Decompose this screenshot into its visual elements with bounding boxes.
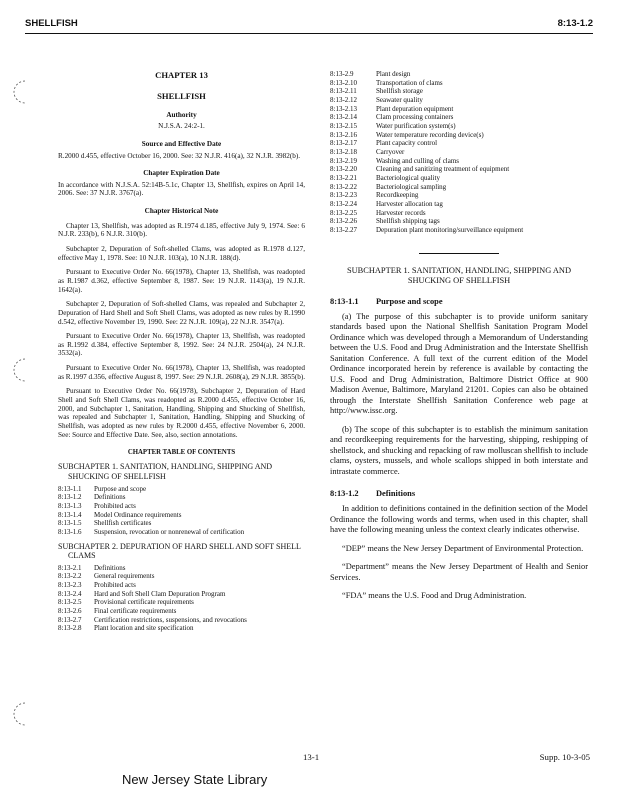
toc-section-number: 8:13-2.17 (330, 139, 358, 148)
toc-entry (58, 564, 305, 573)
toc-section-number: 8:13-2.13 (330, 104, 358, 113)
toc-section-title: Provisional certificate requirements (94, 598, 194, 607)
source-heading: Source and Effective Date (141, 139, 222, 148)
toc-section-number: 8:13-1.4 (58, 510, 82, 519)
toc-section-title: Water purification system(s) (376, 122, 456, 131)
header-rule (25, 33, 593, 34)
history-paragraph: Subchapter 2, Depuration of Soft-shelled Clams, was repealed and Subchapter 2, Depuration of Hard Shell and Soft Shell Clams, was adopted as new rules by R.1990 d.542, effective November 19, 1990. See: 22 N.J.R. 109(a), 22 N.J.R. 3547(a). (58, 300, 305, 326)
toc-list-continued (330, 70, 588, 235)
history-paragraph: Pursuant to Executive Order No. 66(1978), Chapter 13, Shellfish, was readopted as R.1997 d.356, effective August 8, 1997. See: 29 N.J.R. 2608(a), 29 N.J.R. 3855(b). (58, 364, 306, 381)
toc-section-number: 8:13-2.25 (330, 208, 358, 217)
definition-dep: “DEP” means the New Jersey Department of Environmental Protection. (342, 543, 584, 553)
toc-entry (330, 183, 588, 192)
toc-section-number: 8:13-2.10 (330, 78, 358, 87)
section-title: Purpose and scope (376, 296, 443, 306)
toc-entry (330, 191, 588, 200)
chapter-number: CHAPTER 13 (155, 70, 208, 80)
toc-section-number: 8:13-1.3 (58, 501, 82, 510)
toc-section-title: Transportation of clams (376, 78, 443, 87)
section-title: Definitions (376, 489, 416, 499)
toc-section-number: 8:13-2.8 (58, 624, 82, 633)
history-heading: Chapter Historical Note (144, 207, 219, 216)
toc-entry (330, 209, 588, 218)
toc-entry (58, 581, 305, 590)
toc-subchapter-1: SUBCHAPTER 1. SANITATION, HANDLING, SHIPPING AND SHUCKING OF SHELLFISH (58, 462, 273, 481)
toc-section-number: 8:13-2.18 (330, 148, 358, 157)
authority-heading: Authority (166, 110, 197, 119)
library-stamp: New Jersey State Library (122, 772, 268, 787)
toc-section-title: Plant capacity control (376, 139, 438, 148)
subchapter-heading: SUBCHAPTER 1. SANITATION, HANDLING, SHIPPING AND SHUCKING OF SHELLFISH (346, 265, 572, 286)
punch-hole-mark-bottom (5, 700, 31, 728)
section-number: 8:13-1.2 (330, 489, 359, 499)
toc-section-number: 8:13-2.12 (330, 96, 358, 105)
toc-entry (330, 157, 588, 166)
history-paragraph: Subchapter 2, Depuration of Soft-shelled Clams, was adopted as R.1978 d.127, effective May 1, 1978. See: 10 N.J.R. 103(a), 10 N.J.R. 188(d). (58, 245, 305, 262)
left-column (58, 70, 305, 633)
section-heading-purpose (330, 297, 588, 306)
toc-section-title: Shellfish shipping tags (376, 217, 440, 226)
toc-entry (330, 131, 588, 140)
toc-entry (330, 165, 588, 174)
toc-entry (58, 598, 305, 607)
toc-section-title: Suspension, revocation or nonrenewal of certification (94, 527, 245, 536)
history-paragraph: Pursuant to Executive Order No. 66(1978), Chapter 13, Shellfish, was readopted as R.1987 d.362, effective September 8, 1987. See: 19 N.J.R. 1143(a), 19 N.J.R. 1642(a). (58, 268, 305, 294)
toc-section-title: Definitions (94, 493, 126, 502)
page-number: 13-1 (303, 752, 320, 762)
header-section-number: 8:13-1.2 (557, 18, 593, 29)
toc-entry (58, 493, 305, 502)
toc-entry (330, 79, 588, 88)
toc-section-title: Prohibited acts (94, 501, 136, 510)
toc-section-number: 8:13-2.16 (330, 130, 358, 139)
toc-section-title: Harvester allocation tag (376, 200, 443, 209)
running-header (25, 18, 593, 32)
expiration-heading: Chapter Expiration Date (143, 169, 220, 178)
history-paragraph: Pursuant to Executive Order No. 66(1978), Chapter 13, Shellfish, was readopted as R.1992 d.384, effective September 8, 1992. See: 24 N.J.R. 2504(a), 24 N.J.R. 3532(a). (58, 332, 305, 358)
toc-section-number: 8:13-2.14 (330, 113, 358, 122)
source-text: R.2000 d.455, effective October 16, 2000. See: 32 N.J.R. 416(a), 32 N.J.R. 3982(b). (58, 151, 301, 160)
definition-department: “Department” means the New Jersey Department of Health and Senior Services. (330, 562, 588, 582)
punch-hole-mark-middle (5, 356, 31, 384)
toc-section-number: 8:13-2.7 (58, 615, 82, 624)
toc-entry (330, 174, 588, 183)
toc-section-title: Harvester records (376, 208, 426, 217)
toc-section-number: 8:13-2.26 (330, 217, 358, 226)
toc-section-number: 8:13-1.5 (58, 519, 82, 528)
chapter-title: SHELLFISH (157, 91, 206, 102)
toc-section-number: 8:13-2.5 (58, 598, 82, 607)
toc-subchapter-2: SUBCHAPTER 2. DEPURATION OF HARD SHELL AND SOFT SHELL CLAMS (58, 541, 301, 561)
toc-section-title: Shellfish certificates (94, 519, 152, 528)
toc-section-title: Hard and Soft Shell Clam Depuration Program (94, 589, 226, 598)
section-divider (419, 253, 499, 254)
authority-text: N.J.S.A. 24:2-1. (158, 122, 205, 131)
toc-section-number: 8:13-2.6 (58, 607, 82, 616)
punch-hole-mark-top (5, 78, 31, 106)
toc-section-title: Depuration plant monitoring/surveillance equipment (376, 226, 524, 235)
toc-section-title: Shellfish storage (376, 87, 423, 96)
toc-entry (58, 511, 305, 520)
toc-section-number: 8:13-2.22 (330, 182, 358, 191)
scope-paragraph-b: (b) The scope of this subchapter is to establish the minimum sanitation and recordkeeping requirements for the harvesting, shipping, reshipping of shellstock, and shucking and repacking of raw molluscan shellfish to include clams, oysters, mussels, and whole scallops shipped in both interstate and intrastate commerce. (330, 424, 588, 476)
toc-section-number: 8:13-2.20 (330, 165, 358, 174)
toc-entry (330, 122, 588, 131)
supplement-date: Supp. 10-3-05 (539, 752, 590, 762)
toc-section-title: Washing and culling of clams (376, 156, 460, 165)
toc-entry (58, 519, 305, 528)
toc-entry (330, 226, 588, 235)
right-column (330, 70, 588, 602)
toc-entry (330, 217, 588, 226)
toc-section-title: Bacteriological quality (376, 174, 440, 183)
toc-section-title: Model Ordinance requirements (94, 510, 182, 519)
toc-section-number: 8:13-2.21 (330, 174, 358, 183)
toc-section-number: 8:13-2.9 (330, 70, 354, 78)
toc-section-number: 8:13-1.2 (58, 493, 82, 502)
toc-section-title: Recordkeeping (376, 191, 419, 200)
toc-list-subchapter-2 (58, 564, 305, 633)
toc-section-number: 8:13-2.1 (58, 563, 82, 572)
toc-entry (330, 148, 588, 157)
toc-section-number: 8:13-2.3 (58, 581, 82, 590)
definitions-intro: In addition to definitions contained in the definition section of the Model Ordinance the following words and terms, when used in this chapter, shall have the following meaning unless the context clearly indicates otherwise. (330, 504, 588, 535)
toc-section-number: 8:13-1.6 (58, 527, 82, 536)
toc-section-title: Final certificate requirements (94, 607, 177, 616)
toc-entry (58, 616, 305, 625)
toc-section-number: 8:13-2.19 (330, 156, 358, 165)
toc-section-number: 8:13-2.15 (330, 122, 358, 131)
toc-entry (330, 139, 588, 148)
toc-section-title: Carryover (376, 148, 405, 157)
history-paragraph: Chapter 13, Shellfish, was adopted as R.1974 d.185, effective July 9, 1974. See: 6 N.J.R. 233(b), 6 N.J.R. 310(b). (58, 221, 305, 239)
toc-entry (58, 590, 305, 599)
toc-entry (58, 528, 305, 537)
toc-section-number: 8:13-2.2 (58, 572, 82, 581)
toc-section-number: 8:13-2.23 (330, 191, 358, 200)
toc-entry (58, 572, 305, 581)
toc-section-title: Plant location and site specification (94, 624, 194, 633)
toc-list-subchapter-1 (58, 485, 305, 537)
toc-section-title: Cleaning and sanitizing treatment of equipment (376, 165, 510, 174)
toc-entry (330, 70, 588, 79)
section-number: 8:13-1.1 (330, 296, 359, 306)
toc-entry (330, 113, 588, 122)
toc-entry (58, 502, 305, 511)
toc-section-number: 8:13-2.4 (58, 589, 82, 598)
toc-entry (330, 96, 588, 105)
toc-section-title: Plant design (376, 70, 411, 78)
section-heading-definitions (330, 489, 588, 498)
toc-section-title: General requirements (94, 572, 155, 581)
toc-section-number: 8:13-2.24 (330, 200, 358, 209)
history-paragraph: Pursuant to Executive Order No. 66(1978), Subchapter 2, Depuration of Hard Shell and Soft Shell Clams, was readopted as R.2000 d.455, effective October 16, 2000, and Subchapter 1, Sanitation, Handling, Shipping and Shucking of Shellfish, was repealed and Subchapter 1, Sanitation, Handling, Shipping and Shucking of Shellfish, was adopted as new rules by R.2000 d.455, effective November 6, 2000. See: Source and Effective Date. See, also, section annotations. (58, 387, 305, 439)
toc-section-title: Plant depuration equipment (376, 104, 454, 113)
toc-section-title: Prohibited acts (94, 581, 136, 590)
toc-entry (58, 624, 305, 633)
toc-entry (58, 485, 305, 494)
toc-entry (330, 87, 588, 96)
toc-section-title: Certification restrictions, suspensions, and revocations (94, 615, 247, 624)
toc-entry (58, 607, 305, 616)
toc-section-title: Bacteriological sampling (376, 182, 447, 191)
toc-section-title: Seawater quality (376, 96, 423, 105)
toc-heading: CHAPTER TABLE OF CONTENTS (127, 449, 236, 457)
toc-section-number: 8:13-1.1 (58, 484, 82, 493)
expiration-text: In accordance with N.J.S.A. 52:14B-5.1c, Chapter 13, Shellfish, expires on April 14, 2006. See: 37 N.J.R. 3767(a). (58, 180, 305, 198)
toc-entry (330, 200, 588, 209)
toc-section-title: Clam processing containers (376, 113, 454, 122)
toc-section-number: 8:13-2.27 (330, 226, 358, 235)
toc-section-title: Definitions (94, 563, 126, 572)
purpose-paragraph-a: (a) The purpose of this subchapter is to provide uniform sanitary standards based upon the National Shellfish Sanitation Program Model Ordinance which was developed through a Memorandum of Understanding between the U.S. Food and Drug Administration and the Interstate Shellfish Sanitation Conference. A full text of the current edition of the Model Ordinance incorporated herein by reference is available by contacting the U.S. Food and Drug Administration, Baltimore District Office at 900 Madison Avenue, Baltimore, Maryland 21201. Copies can also be obtained through the Interstate Shellfish Sanitation Conference web page at http://www.issc.org. (330, 311, 588, 416)
toc-entry (330, 105, 588, 114)
toc-section-title: Water temperature recording device(s) (376, 130, 484, 139)
definition-fda: “FDA” means the U.S. Food and Drug Administration. (342, 591, 527, 601)
header-title: SHELLFISH (25, 18, 78, 29)
toc-section-title: Purpose and scope (94, 484, 147, 493)
toc-section-number: 8:13-2.11 (330, 87, 357, 96)
